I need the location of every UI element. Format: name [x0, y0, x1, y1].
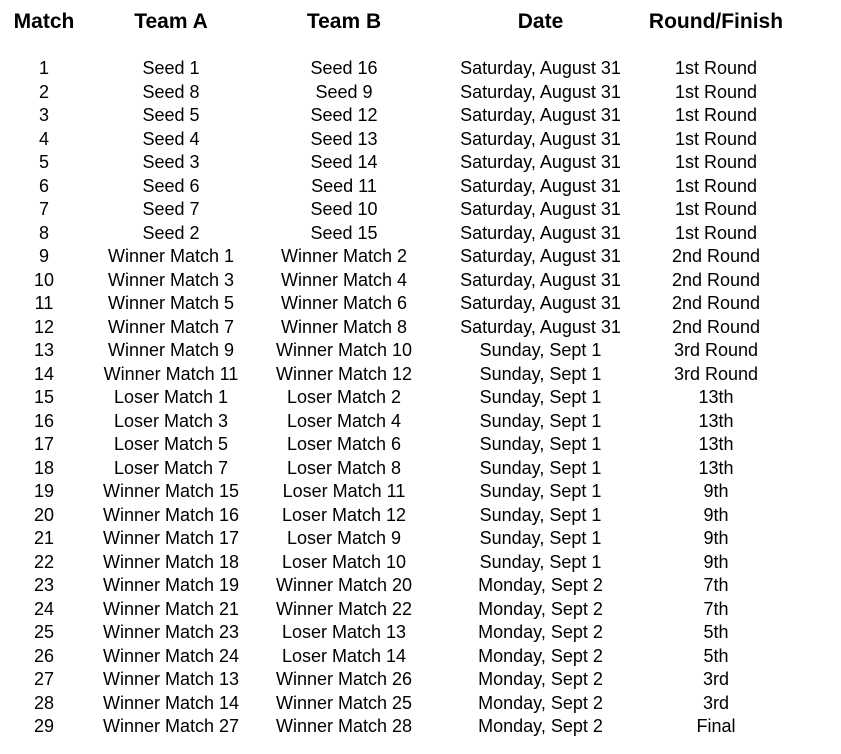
table-row — [0, 668, 841, 692]
round-finish-cell: 9th — [703, 551, 729, 572]
date-cell: Saturday, August 31 — [460, 105, 621, 125]
table-row — [0, 621, 841, 645]
round-finish-cell: 1st Round — [674, 128, 758, 149]
team-b-cell: Winner Match 26 — [275, 669, 413, 689]
header-team-a: Team A — [134, 10, 208, 33]
round-finish-cell: 1st Round — [674, 58, 758, 78]
date-cell: Saturday, August 31 — [460, 293, 621, 313]
table-row — [0, 410, 841, 434]
round-finish-cell: 13th — [698, 434, 734, 454]
date-cell: Saturday, August 31 — [460, 222, 621, 243]
team-a-cell: Loser Match 1 — [113, 387, 229, 407]
date-cell: Sunday, Sept 1 — [479, 504, 602, 525]
table-row — [0, 715, 841, 739]
date-cell: Monday, Sept 2 — [478, 669, 603, 689]
date-cell: Sunday, Sept 1 — [479, 528, 602, 548]
round-finish-cell: 1st Round — [674, 105, 758, 125]
round-finish-cell: 1st Round — [674, 175, 758, 196]
team-b-cell: Winner Match 25 — [275, 692, 413, 713]
team-a-cell: Loser Match 3 — [113, 410, 229, 431]
table-row — [0, 504, 841, 528]
team-a-cell: Winner Match 15 — [102, 481, 240, 501]
date-cell: Saturday, August 31 — [460, 152, 621, 172]
match-number-cell: 16 — [33, 410, 55, 431]
date-cell: Sunday, Sept 1 — [479, 481, 602, 501]
match-number-cell: 4 — [38, 128, 49, 149]
team-b-cell: Winner Match 2 — [280, 246, 408, 266]
team-b-cell: Seed 16 — [310, 58, 378, 78]
team-b-cell: Seed 9 — [315, 81, 373, 102]
header-date: Date — [517, 10, 564, 33]
match-number-cell: 27 — [33, 669, 55, 689]
match-number-cell: 20 — [33, 504, 55, 525]
match-number-cell: 26 — [33, 645, 55, 666]
match-number-cell: 7 — [38, 199, 49, 219]
round-finish-cell: 1st Round — [674, 222, 758, 243]
round-finish-cell: 7th — [703, 575, 729, 595]
match-number-cell: 23 — [33, 575, 55, 595]
team-b-cell: Winner Match 8 — [280, 316, 408, 337]
team-a-cell: Winner Match 14 — [102, 692, 240, 713]
match-number-cell: 24 — [33, 598, 55, 619]
round-finish-cell: 3rd — [702, 669, 729, 689]
date-cell: Sunday, Sept 1 — [479, 340, 602, 360]
team-a-cell: Winner Match 17 — [102, 528, 240, 548]
team-b-cell: Winner Match 20 — [275, 575, 413, 595]
round-finish-cell: 5th — [703, 645, 729, 666]
round-finish-cell: 13th — [698, 457, 734, 478]
team-b-cell: Loser Match 10 — [281, 551, 407, 572]
date-cell: Saturday, August 31 — [460, 81, 621, 102]
match-number-cell: 19 — [33, 481, 55, 501]
table-row — [0, 128, 841, 152]
round-finish-cell: 3rd Round — [673, 340, 759, 360]
team-b-cell: Winner Match 10 — [275, 340, 413, 360]
team-b-cell: Winner Match 22 — [275, 598, 413, 619]
round-finish-cell: 2nd Round — [671, 293, 761, 313]
round-finish-cell: 13th — [698, 410, 734, 431]
match-number-cell: 10 — [33, 269, 55, 290]
team-a-cell: Loser Match 5 — [113, 434, 229, 454]
table-row — [0, 269, 841, 293]
team-a-cell: Winner Match 13 — [102, 669, 240, 689]
team-b-cell: Seed 13 — [310, 128, 378, 149]
team-a-cell: Seed 4 — [142, 128, 200, 149]
header-round-finish: Round/Finish — [648, 10, 784, 33]
table-row — [0, 433, 841, 457]
team-b-cell: Winner Match 6 — [280, 293, 408, 313]
table-row — [0, 151, 841, 175]
table-row — [0, 527, 841, 551]
team-a-cell: Winner Match 27 — [102, 716, 240, 736]
round-finish-cell: 9th — [703, 481, 729, 501]
match-number-cell: 29 — [33, 716, 55, 736]
date-cell: Monday, Sept 2 — [478, 598, 603, 619]
match-number-cell: 12 — [33, 316, 55, 337]
date-cell: Saturday, August 31 — [460, 246, 621, 266]
header-match: Match — [13, 10, 75, 33]
team-a-cell: Winner Match 23 — [102, 622, 240, 642]
date-cell: Sunday, Sept 1 — [479, 410, 602, 431]
table-row — [0, 480, 841, 504]
date-cell: Saturday, August 31 — [460, 316, 621, 337]
team-b-cell: Winner Match 28 — [275, 716, 413, 736]
match-number-cell: 5 — [38, 152, 49, 172]
date-cell: Sunday, Sept 1 — [479, 363, 602, 384]
table-row — [0, 104, 841, 128]
date-cell: Sunday, Sept 1 — [479, 457, 602, 478]
round-finish-cell: 1st Round — [674, 152, 758, 172]
date-cell: Sunday, Sept 1 — [479, 387, 602, 407]
date-cell: Monday, Sept 2 — [478, 645, 603, 666]
date-cell: Monday, Sept 2 — [478, 575, 603, 595]
team-b-cell: Winner Match 4 — [280, 269, 408, 290]
round-finish-cell: 2nd Round — [671, 316, 761, 337]
match-number-cell: 8 — [38, 222, 49, 243]
table-row — [0, 457, 841, 481]
team-a-cell: Seed 6 — [142, 175, 200, 196]
round-finish-cell: 3rd Round — [673, 363, 759, 384]
header-team-b: Team B — [306, 10, 382, 33]
team-a-cell: Winner Match 18 — [102, 551, 240, 572]
team-a-cell: Winner Match 7 — [107, 316, 235, 337]
match-number-cell: 22 — [33, 551, 55, 572]
team-a-cell: Loser Match 7 — [113, 457, 229, 478]
match-number-cell: 25 — [33, 622, 55, 642]
match-number-cell: 9 — [38, 246, 49, 266]
team-b-cell: Loser Match 14 — [281, 645, 407, 666]
team-a-cell: Seed 1 — [142, 58, 200, 78]
round-finish-cell: 3rd — [702, 692, 729, 713]
match-number-cell: 17 — [33, 434, 55, 454]
match-number-cell: 11 — [34, 293, 54, 313]
team-a-cell: Seed 2 — [142, 222, 200, 243]
team-b-cell: Loser Match 4 — [286, 410, 402, 431]
team-b-cell: Loser Match 2 — [286, 387, 402, 407]
table-body — [0, 57, 841, 739]
table-row — [0, 598, 841, 622]
team-a-cell: Winner Match 19 — [102, 575, 240, 595]
date-cell: Monday, Sept 2 — [478, 716, 603, 736]
table-row — [0, 245, 841, 269]
round-finish-cell: 1st Round — [674, 81, 758, 102]
team-b-cell: Loser Match 8 — [286, 457, 402, 478]
team-b-cell: Seed 14 — [310, 152, 378, 172]
round-finish-cell: 2nd Round — [671, 246, 761, 266]
team-b-cell: Loser Match 11 — [282, 481, 406, 501]
team-a-cell: Winner Match 16 — [102, 504, 240, 525]
team-b-cell: Loser Match 13 — [281, 622, 407, 642]
match-number-cell: 21 — [33, 528, 55, 548]
team-a-cell: Winner Match 3 — [107, 269, 235, 290]
date-cell: Saturday, August 31 — [460, 175, 621, 196]
match-number-cell: 13 — [33, 340, 55, 360]
date-cell: Monday, Sept 2 — [478, 692, 603, 713]
table-row — [0, 81, 841, 105]
match-number-cell: 14 — [33, 363, 55, 384]
table-row — [0, 386, 841, 410]
date-cell: Saturday, August 31 — [460, 128, 621, 149]
round-finish-cell: 1st Round — [674, 199, 758, 219]
team-a-cell: Winner Match 1 — [107, 246, 235, 266]
round-finish-cell: 7th — [703, 598, 729, 619]
team-b-cell: Winner Match 12 — [275, 363, 413, 384]
team-b-cell: Seed 10 — [310, 199, 378, 219]
team-b-cell: Loser Match 9 — [286, 528, 402, 548]
round-finish-cell: 13th — [698, 387, 734, 407]
table-row — [0, 222, 841, 246]
team-a-cell: Winner Match 21 — [102, 598, 240, 619]
table-row — [0, 574, 841, 598]
date-cell: Saturday, August 31 — [460, 199, 621, 219]
match-number-cell: 3 — [38, 105, 49, 125]
match-number-cell: 28 — [33, 692, 55, 713]
table-row — [0, 57, 841, 81]
date-cell: Saturday, August 31 — [460, 58, 621, 78]
round-finish-cell: 2nd Round — [671, 269, 761, 290]
team-a-cell: Winner Match 11 — [103, 363, 239, 384]
table-row — [0, 645, 841, 669]
team-b-cell: Loser Match 12 — [281, 504, 407, 525]
team-a-cell: Seed 5 — [142, 105, 200, 125]
table-row — [0, 198, 841, 222]
team-a-cell: Winner Match 24 — [102, 645, 240, 666]
round-finish-cell: Final — [696, 716, 736, 736]
date-cell: Sunday, Sept 1 — [479, 434, 602, 454]
team-b-cell: Seed 15 — [310, 222, 378, 243]
table-row — [0, 175, 841, 199]
match-number-cell: 6 — [38, 175, 49, 196]
round-finish-cell: 9th — [703, 504, 729, 525]
table-row — [0, 551, 841, 575]
team-b-cell: Loser Match 6 — [286, 434, 402, 454]
team-b-cell: Seed 11 — [311, 175, 377, 196]
match-number-cell: 18 — [33, 457, 55, 478]
match-number-cell: 1 — [38, 58, 49, 78]
round-finish-cell: 5th — [703, 622, 729, 642]
match-number-cell: 2 — [38, 81, 49, 102]
match-number-cell: 15 — [33, 387, 55, 407]
table-row — [0, 316, 841, 340]
team-a-cell: Seed 3 — [142, 152, 200, 172]
date-cell: Saturday, August 31 — [460, 269, 621, 290]
table-row — [0, 692, 841, 716]
team-a-cell: Winner Match 9 — [107, 340, 235, 360]
date-cell: Monday, Sept 2 — [478, 622, 603, 642]
date-cell: Sunday, Sept 1 — [479, 551, 602, 572]
team-a-cell: Winner Match 5 — [107, 293, 235, 313]
team-a-cell: Seed 8 — [142, 81, 200, 102]
table-row — [0, 363, 841, 387]
table-row — [0, 339, 841, 363]
team-a-cell: Seed 7 — [142, 199, 200, 219]
table-row — [0, 292, 841, 316]
round-finish-cell: 9th — [703, 528, 729, 548]
team-b-cell: Seed 12 — [310, 105, 378, 125]
